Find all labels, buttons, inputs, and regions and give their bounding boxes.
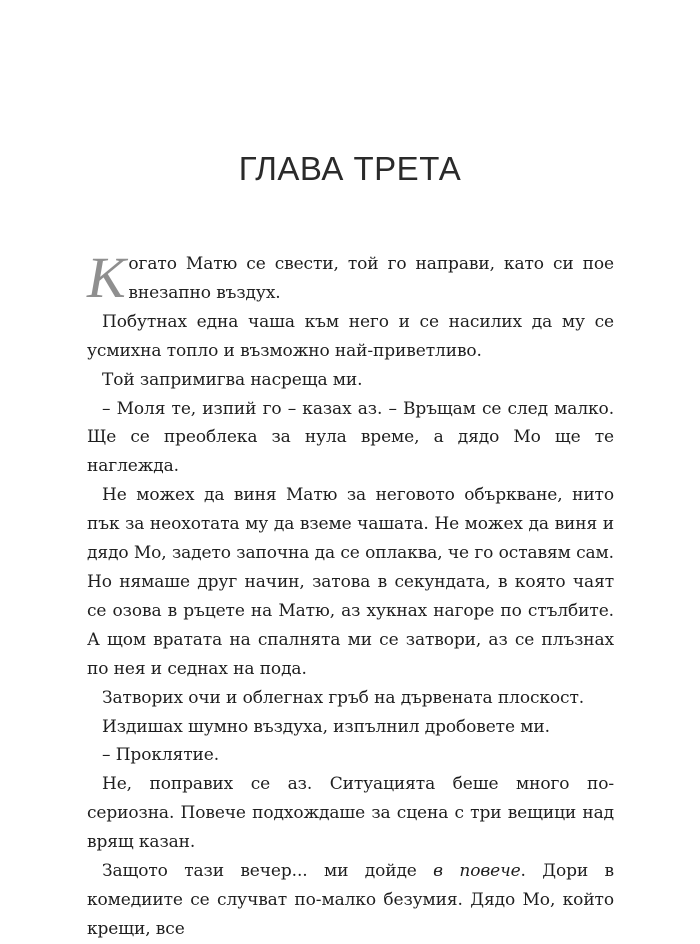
paragraph: Той запримигва насреща ми. bbox=[102, 369, 363, 390]
paragraph: Издишах шумно въздуха, изпълнил дробовете ми. bbox=[102, 716, 550, 737]
chapter-title: ГЛАВА ТРЕТА bbox=[238, 150, 462, 187]
dialogue-paragraph: – Моля те, изпий го – казах аз. – Връщам се след малко. Ще се преоблека за нула време, а дядо Мо ще те наглежда. bbox=[87, 398, 614, 477]
paragraph-text: огато Матю се свести, той го направи, като си пое внезапно въздух. bbox=[128, 254, 614, 303]
paragraph bbox=[87, 857, 614, 944]
paragraph-text: Защото тази вечер... ми дойде bbox=[102, 861, 434, 882]
paragraph bbox=[87, 245, 614, 310]
paragraph: Не можех да виня Матю за неговото объркване, нито пък за неохотата му да вземе чашата. Не можех да виня и дядо Мо, задето започна да се оплаква, че го оставям сам. Но нямаше друг начин, затова в секундата, в която чаят се озова в ръцете на Матю, аз хукнах нагоре по стълбите. А щом вратата на спалнята ми се затвори, аз се плъзнах по нея и седнах на пода. bbox=[87, 485, 614, 679]
emphasis-text: в повече bbox=[433, 861, 521, 882]
paragraph: Затворих очи и облегнах гръб на дървената плоскост. bbox=[102, 687, 585, 708]
drop-cap: К bbox=[87, 245, 126, 310]
paragraph-text: . Дори в комедиите се случват по-малко безумия. Дядо Мо, който крещи, все bbox=[87, 861, 614, 939]
paragraph: Побутнах една чаша към него и се насилих да му се усмихна топло и възможно най-приветливо. bbox=[87, 311, 614, 361]
paragraph: Не, поправих се аз. Ситуацията беше много по-сериозна. Повече подхождаше за сцена с три вещици над врящ казан. bbox=[87, 774, 614, 853]
chapter-body bbox=[87, 245, 614, 944]
dialogue-paragraph: – Проклятие. bbox=[102, 745, 219, 766]
